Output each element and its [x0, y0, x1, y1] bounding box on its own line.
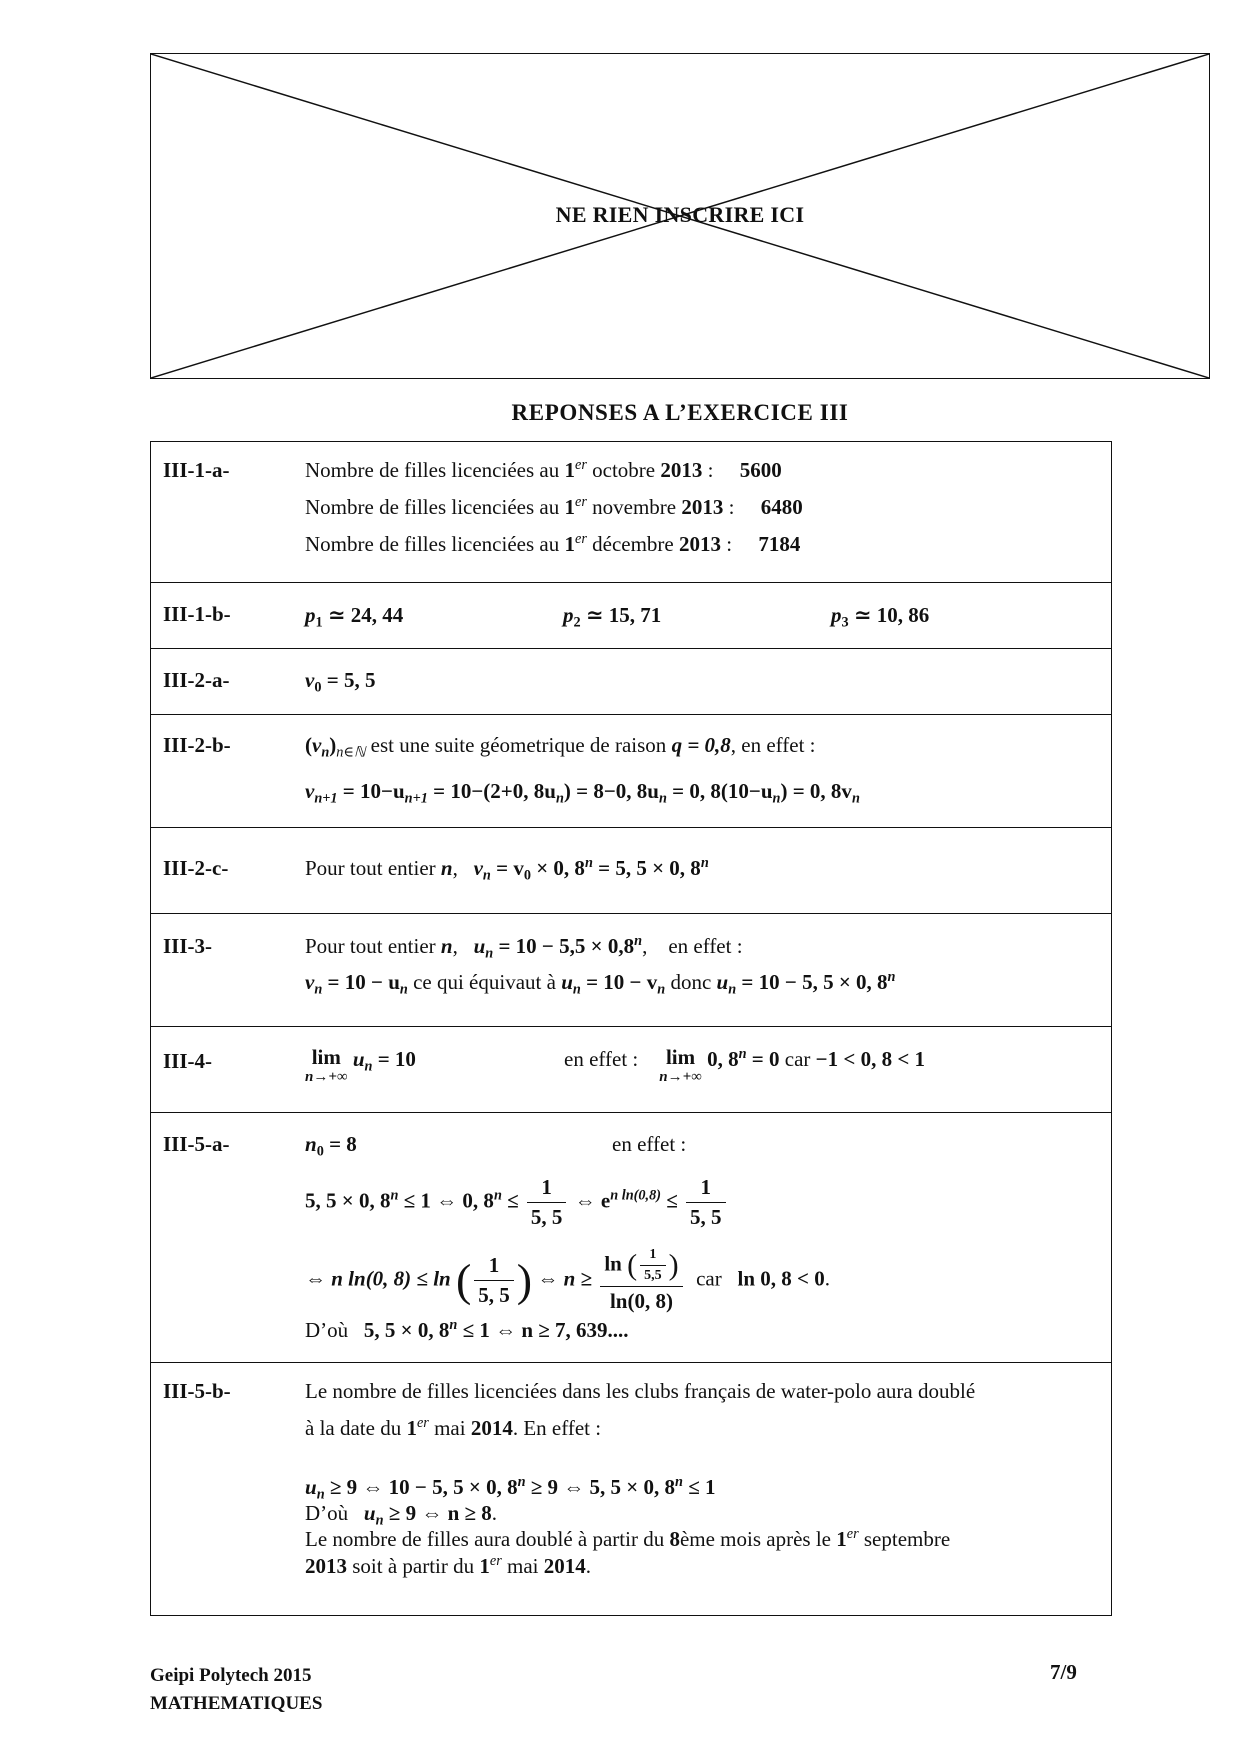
- p3-value: $p_3$ ≃ 10, 86: [831, 603, 930, 631]
- answer-line: Nombre de filles licenciées au 1er octobre 2013 : 5600: [305, 457, 782, 482]
- answer-row-III-4: [151, 1026, 1111, 1112]
- footer: [150, 1662, 322, 1718]
- footer-subject: MATHEMATIQUES: [150, 1693, 323, 1714]
- answer-line: Pour tout entier n, $u_n = 10 - 5,5 \times 0,8^n$, en effet :: [305, 933, 743, 962]
- answer-row-III-1-a: [151, 442, 1111, 582]
- v0-value: $v_0 = 5$, 5: [305, 668, 376, 696]
- exercise-title: REPONSES A L’EXERCICE III: [511, 400, 849, 425]
- answer-row-III-3: [151, 913, 1111, 1026]
- inequality-line-1: 5, 5 × 0, $8^n \le 1$ ⇔ 0, $8^n$ ≤ $\frac{1}{5, 5}$ ⇔ $e^{n ln(0,8)}$ ≤ $\frac{1}{5, 5}$: [305, 1175, 729, 1230]
- answer-value: 7184: [758, 532, 801, 556]
- inequality-line-2: ⇔ n ln(0, 8) ≤ ln ( $\frac{1}{5, 5}$ ) ⇔ n ≥ ln ( $\frac{1}{5,5}$ ) ln(0, 8) car ln 0, 8 < 0.: [305, 1247, 830, 1313]
- answer-row-III-2-a: [151, 648, 1111, 714]
- answer-row-III-2-b: [151, 714, 1111, 827]
- row-label: III-3-: [163, 934, 213, 958]
- conclusion-line: D’où $u_n \ge 9$ ⇔ n ≥ 8.: [305, 1501, 498, 1529]
- row-label: III-5-a-: [163, 1132, 230, 1156]
- answer-formula: $v_n = 10 - u_n$ ce qui équivaut à $u_n = 10 - v_n$ donc $u_n = 10 - 5$, 5 × 0, 8$^n$: [305, 969, 896, 998]
- answer-line: Nombre de filles licenciées au 1er décembre 2013 : 7184: [305, 531, 801, 556]
- page-number: 7/9: [1050, 1660, 1077, 1684]
- answer-row-III-5-a: [151, 1112, 1111, 1362]
- answer-value: 6480: [760, 495, 803, 519]
- answer-line: $(v_n)_{n\in ℕ}$ est une suite géometrique de raison q = 0,8, en effet :: [305, 733, 816, 761]
- row-label: III-4-: [163, 1049, 213, 1073]
- conclusion-line: D’où 5, 5 × 0, $8^n \le 1$ ⇔ n ≥ 7, 639....: [305, 1317, 629, 1342]
- answer-formula: Pour tout entier n, $v_n = v_0 \times 0$, $8^n = 5$, 5 × 0, 8$^n$: [305, 855, 709, 884]
- answer-row-III-1-b: [151, 582, 1111, 648]
- do-not-write-label: NE RIEN INSCRIRE ICI: [555, 202, 805, 227]
- row-label: III-2-b-: [163, 733, 231, 757]
- row-label: III-2-a-: [163, 668, 230, 692]
- footer-exam-name: Geipi Polytech 2015: [150, 1665, 312, 1686]
- answer-row-III-5-b: [151, 1362, 1111, 1615]
- text-line: 2013 soit à partir du 1er mai 2014.: [305, 1553, 592, 1578]
- p1-value: $p_1$ ≃ 24, 44: [305, 603, 404, 631]
- answers-table: [150, 441, 1112, 1616]
- justification-text: en effet :: [612, 1132, 687, 1156]
- row-label: III-1-a-: [163, 458, 230, 482]
- do-not-write-box: [150, 53, 1210, 379]
- row-label: III-2-c-: [163, 856, 229, 880]
- row-label: III-1-b-: [163, 602, 231, 626]
- text-line: Le nombre de filles aura doublé à partir du 8ème mois après le 1er septembre: [305, 1526, 951, 1551]
- text-line: à la date du 1er mai 2014. En effet :: [305, 1415, 602, 1440]
- answer-line: Nombre de filles licenciées au 1er novembre 2013 : 6480: [305, 494, 803, 519]
- answer-formula: $v_{n+1} = 10-u_{n+1} = 10-(2+0$, $8u_n) = 8-0$, $8u_n = 0$, $8(10-u_n) = 0$, $8v_n$: [305, 779, 860, 807]
- text-line: Le nombre de filles licenciées dans les clubs français de water-polo aura doublé: [305, 1379, 976, 1403]
- n0-value: $n_0 = 8$: [305, 1132, 357, 1160]
- answer-row-III-2-c: [151, 827, 1111, 913]
- answer-value: 5600: [739, 458, 782, 482]
- limit-justification: en effet : lim n→+∞ 0, $8^n = 0$ car −1 < 0, 8 < 1: [564, 1045, 926, 1085]
- row-label: III-5-b-: [163, 1379, 231, 1403]
- limit-formula: lim n→+∞ $u_n = 10$: [305, 1045, 416, 1085]
- inequality-line: $u_n \ge 9$ ⇔ 10 − 5, 5 × 0, $8^n \ge 9$ ⇔ 5, 5 × 0, $8^n \le 1$: [305, 1474, 716, 1503]
- p2-value: $p_2$ ≃ 15, 71: [563, 603, 662, 631]
